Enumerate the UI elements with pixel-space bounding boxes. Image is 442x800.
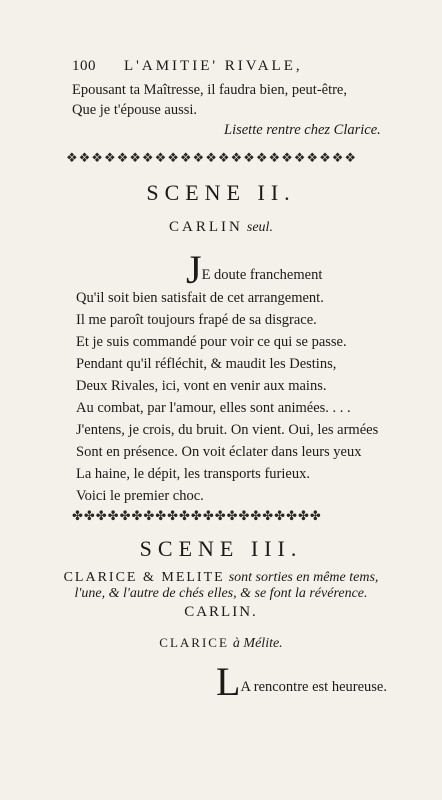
- running-title: L'AMITIE' RIVALE,: [124, 58, 303, 74]
- scene-heading: SCENE II.: [146, 180, 296, 205]
- verse-line: Que je t'épouse aussi.: [72, 102, 198, 118]
- ornament-divider: ✤✤✤✤✤✤✤✤✤✤✤✤✤✤✤✤✤✤✤✤✤: [72, 508, 322, 523]
- verse-line: Sont en présence. On voit éclater dans leurs yeux: [76, 444, 362, 460]
- speaker-note: à Mélite.: [232, 636, 283, 651]
- verse-line: Il me paroît toujours frapé de sa disgrace.: [76, 312, 317, 328]
- verse-line: Deux Rivales, ici, vont en venir aux mains.: [76, 378, 327, 394]
- drop-cap: L: [216, 659, 241, 704]
- cast-names: CLARICE & MELITE: [63, 570, 225, 585]
- drop-cap: J: [186, 247, 202, 292]
- cast-line-3: CARLIN.: [184, 604, 258, 620]
- character-note: seul.: [246, 220, 273, 235]
- verse-line: Et je suis commandé pour voir ce qui se passe.: [76, 334, 347, 350]
- verse-line: Voici le premier choc.: [76, 488, 204, 504]
- stage-direction: Lisette rentre chez Clarice.: [224, 122, 381, 138]
- verse-line: Epousant ta Maîtresse, il faudra bien, peut-être,: [72, 82, 347, 98]
- verse-line: Au combat, par l'amour, elles sont animées. . . .: [76, 400, 351, 416]
- cast-line: [0, 568, 442, 586]
- verse-line: Pendant qu'il réfléchit, & maudit les Destins,: [76, 356, 337, 372]
- first-verse-line: [186, 247, 323, 292]
- page-number: 100: [72, 58, 96, 74]
- speaker-line: [0, 634, 442, 652]
- character-name: CARLIN: [169, 219, 243, 235]
- cast-note: sont sorties en même tems,: [228, 570, 379, 585]
- cast-line-2: l'une, & l'autre de chés elles, & se font la révérence.: [74, 586, 368, 601]
- ornament-divider: ❖❖❖❖❖❖❖❖❖❖❖❖❖❖❖❖❖❖❖❖❖❖❖: [66, 150, 358, 165]
- speaker-name: CLARICE: [159, 635, 229, 650]
- running-header: [72, 58, 303, 75]
- first-verse-line: [216, 659, 387, 704]
- verse-line: Qu'il soit bien satisfait de cet arrangement.: [76, 290, 324, 306]
- verse-line: J'entens, je crois, du bruit. On vient. Oui, les armées: [76, 422, 379, 438]
- scene-character-line: [0, 218, 442, 236]
- scene-heading: SCENE III.: [139, 536, 303, 561]
- verse-text: A rencontre est heureuse.: [240, 679, 387, 695]
- verse-line: La haine, le dépit, les transports furieux.: [76, 466, 310, 482]
- verse-text: E doute franchement: [201, 267, 323, 283]
